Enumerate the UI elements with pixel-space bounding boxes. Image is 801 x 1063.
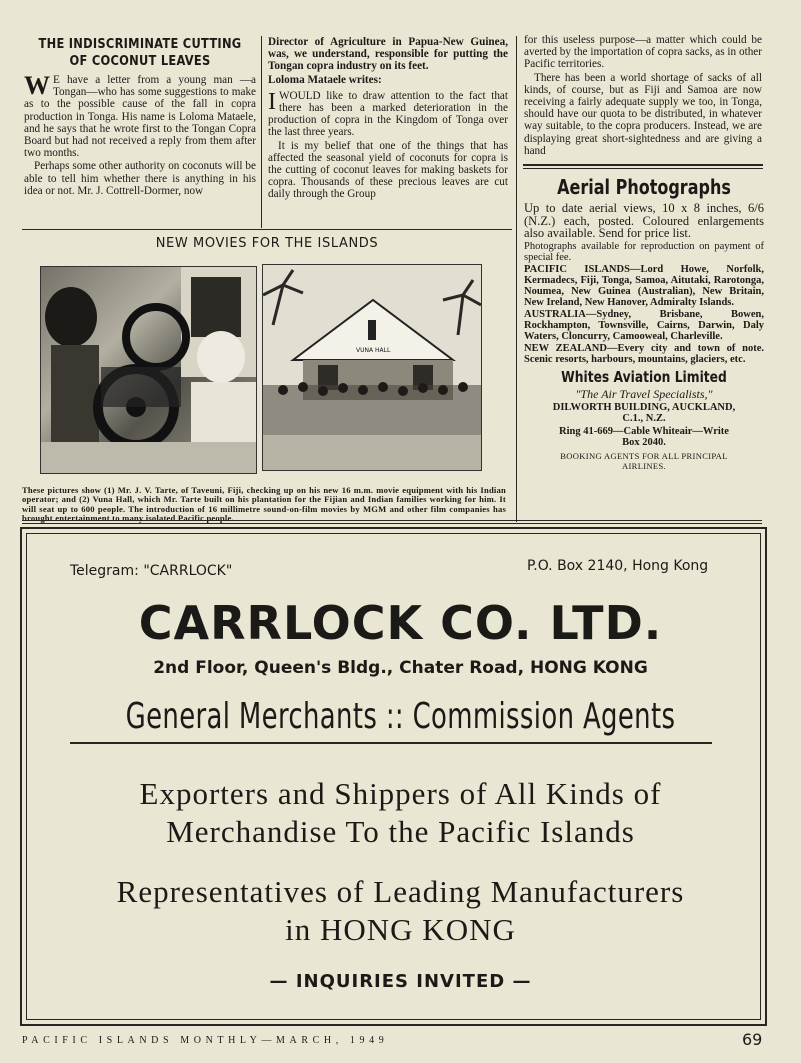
- aerial-address-1: DILWORTH BUILDING, AUCKLAND,: [552, 401, 736, 413]
- movies-bottom-rule-1: [22, 520, 762, 521]
- projector-illustration: [41, 267, 256, 473]
- aerial-phone-2: Box 2040.: [622, 436, 666, 448]
- aerial-ad: [524, 174, 764, 471]
- aerial-address-2: C.1., N.Z.: [622, 412, 666, 424]
- article-intro: Director of Agriculture in Papua-New Guinea, was, we understand, responsible for putting the Tongan copra industry on its feet.: [268, 36, 508, 73]
- movies-caption: These pictures show (1) Mr. J. V. Tarte, of Taveuni, Fiji, checking up on his new 16 m.m. movie equipment with his Indian operator; and (2) Vuna Hall, which Mr. Tarte built on his plantation for the Fijian and Indian families working for him. It will seat up to 600 people. The introduction of 16 millimetre sound-on-film movies by MGM and other film companies has brought entertainment to many isolated Pacific people.: [22, 485, 506, 523]
- letter-paragraph-1: WOULD like to draw attention to the fact that there has been a marked deterioration in the production of copra in the Kingdom of Tonga over the last three years.: [268, 89, 508, 139]
- letter-paragraph-2: It is my belief that one of the things that has affected the seasonal yield of coconuts for copra is the cutting of coconut leaves for making baskets for copra. Thousands of these precious leaves are cut daily through the Group: [268, 139, 508, 201]
- article-paragraph-2: Perhaps some other authority on coconuts will be able to tell him whether there is anything in his idea or not. Mr. J. Cottrell-Dormer, now: [24, 160, 256, 197]
- col3-rule-top: [523, 164, 763, 166]
- article-col2-body: [268, 36, 508, 202]
- aerial-australia-label: AUSTRALIA: [524, 308, 586, 320]
- ad-exporters-line2: Merchandise To the Pacific Islands: [166, 814, 635, 849]
- footer-publication: PACIFIC ISLANDS MONTHLY—MARCH, 1949: [22, 1035, 389, 1046]
- aerial-title: Aerial Photographs: [557, 175, 731, 199]
- dropcap-w: W: [24, 71, 50, 100]
- ad-business-underline: [70, 742, 712, 744]
- aerial-booking-2: AIRLINES.: [622, 460, 666, 471]
- movies-heading: NEW MOVIES FOR THE ISLANDS: [155, 236, 379, 251]
- vuna-hall-illustration: [263, 265, 481, 470]
- aerial-slogan: "The Air Travel Specialists,": [575, 386, 713, 401]
- ad-address: 2nd Floor, Queen's Bldg., Chater Road, HONG KONG: [153, 658, 648, 678]
- col3-rule-bottom: [523, 168, 763, 169]
- aerial-nz-list: —Every city and town of note. Scenic resorts, harbours, mountains, glaciers, etc.: [524, 342, 764, 365]
- article-byline: Loloma Mataele writes:: [268, 73, 382, 86]
- article-col3-body: [524, 34, 762, 158]
- ad-company-name: CARRLOCK CO. LTD.: [138, 596, 663, 650]
- dropcap-i: I: [268, 88, 276, 115]
- photo-projector: [40, 266, 257, 474]
- ad-reps-line2: in HONG KONG: [285, 912, 516, 947]
- ad-pobox: P.O. Box 2140, Hong Kong: [527, 558, 709, 574]
- ad-inquiries: — INQUIRIES INVITED —: [269, 971, 532, 992]
- aerial-company: Whites Aviation Limited: [561, 367, 727, 386]
- article-coconut-leaves: [24, 36, 256, 198]
- aerial-pacific-label: PACIFIC ISLANDS: [524, 263, 630, 275]
- aerial-intro: Up to date aerial views, 10 x 8 inches, 6/6 (N.Z.) each, posted. Coloured enlargements also available. Send for price list.: [524, 201, 764, 241]
- ad-telegram: Telegram: "CARRLOCK": [70, 563, 233, 579]
- photo-vuna-hall: [262, 264, 482, 471]
- aerial-booking-1: BOOKING AGENTS FOR ALL PRINCIPAL: [560, 450, 728, 461]
- ad-exporters-line1: Exporters and Shippers of All Kinds of: [139, 776, 662, 811]
- aerial-phone-1: Ring 41-669—Cable Whiteair—Write: [559, 425, 729, 437]
- aerial-nz-label: NEW ZEALAND: [524, 342, 607, 354]
- letter-paragraph-3: for this useless purpose—a matter which could be averted by the importation of copra sacks, as in other Pacific territories.: [524, 34, 762, 71]
- ad-reps-line1: Representatives of Leading Manufacturers: [116, 874, 685, 909]
- aerial-australia-list: —Sydney, Brisbane, Bowen, Rockhampton, Townsville, Cairns, Darwin, Daly Waters, Cloncurry, Camooweal, Charleville.: [524, 308, 764, 342]
- article-paragraph-1: E have a letter from a young man —a Tongan—who has some suggestions to make as to the possible cause of the fall in copra production in Tonga. His name is Loloma Mataele, and he says that he wrote first to the Tongan Copra Board but had not received a reply from them after two months.: [24, 74, 256, 160]
- movies-bottom-rule-2: [22, 523, 762, 524]
- article-title-line1: THE INDISCRIMINATE CUTTING: [38, 37, 242, 52]
- vuna-hall-sign: VUNA HALL: [356, 347, 391, 354]
- article-title-line2: OF COCONUT LEAVES: [69, 54, 211, 69]
- letter-paragraph-4: There has been a world shortage of sacks of all kinds, of course, but as Fiji and Samoa are now receiving a fairly adequate supply we too, in Tonga, should have our quota to be distributed, in whatever way suitable, to the copra producers. Instead, we are displaying great short-sightedness and are giving a hand: [524, 71, 762, 157]
- aerial-reproduction: Photographs available for reproduction on payment of special fee.: [524, 240, 764, 263]
- article-bottom-rule: [22, 229, 512, 230]
- footer-page-number: 69: [742, 1030, 763, 1049]
- column-divider-1: [261, 36, 262, 228]
- ad-business: General Merchants :: Commission Agents: [125, 696, 676, 737]
- column-divider-2: [516, 36, 517, 522]
- article-col1-body: [24, 71, 256, 197]
- aerial-pacific-list: —Lord Howe, Norfolk, Kermadecs, Fiji, Tonga, Samoa, Aitutaki, Rarotonga, Noumea, New Guinea (Australian), New Britain, New Ireland, New Hanover, Admiralty Islands.: [524, 263, 764, 308]
